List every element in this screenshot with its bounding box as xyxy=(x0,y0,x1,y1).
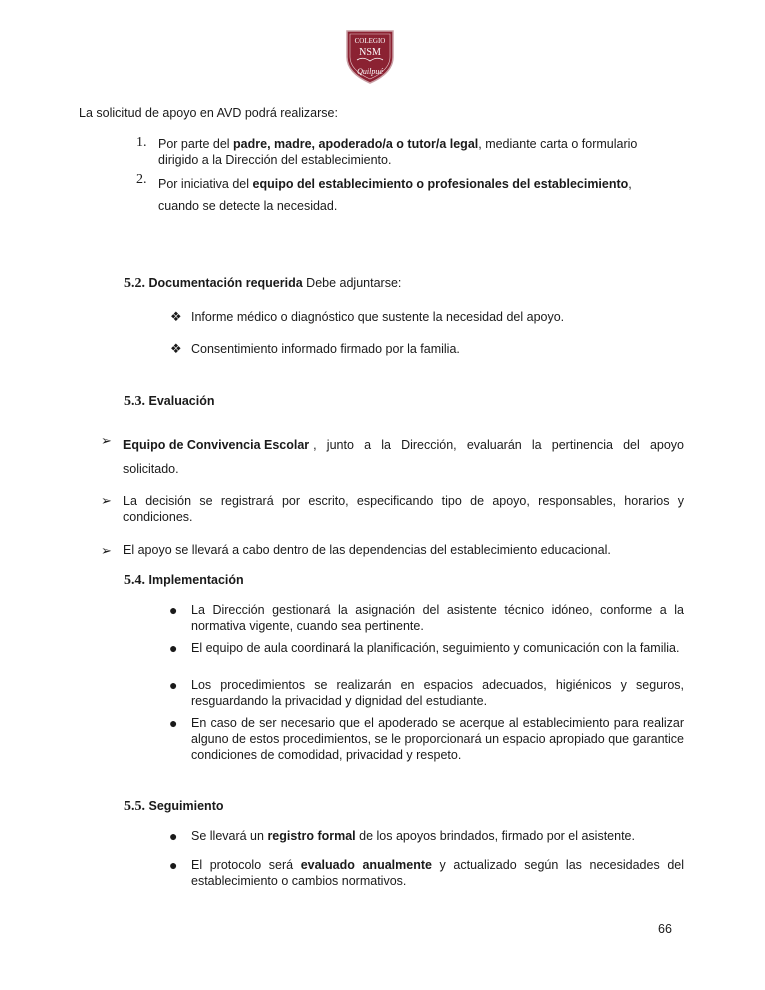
diamond-bullet-icon: ❖ xyxy=(170,341,182,356)
section-title: Evaluación xyxy=(148,394,215,408)
bullet-icon: ● xyxy=(169,640,178,656)
item-text: La decisión se registrará por escrito, especificando tipo de apoyo, responsables, horarios y condiciones. xyxy=(123,494,684,524)
section-heading-5-5 xyxy=(124,799,224,815)
section-heading-5-3 xyxy=(124,394,214,410)
numbered-list xyxy=(136,135,696,213)
section-subtitle: Debe adjuntarse: xyxy=(302,276,402,290)
page-number: 66 xyxy=(658,922,672,936)
bullet-icon: ● xyxy=(169,602,178,618)
item-text: Por iniciativa del xyxy=(158,177,253,191)
section-heading-5-2 xyxy=(124,276,401,292)
svg-text:Quilpué: Quilpué xyxy=(357,67,383,76)
item-text: y actualizado según las necesidades del establecimiento o cambios normativos. xyxy=(191,858,685,888)
list-number: 2. xyxy=(136,172,147,187)
section-number: 5.2. xyxy=(124,276,145,291)
list-item xyxy=(123,433,684,481)
arrow-bullet-icon: ➢ xyxy=(101,543,112,558)
item-text: cuando se detecte la necesidad. xyxy=(158,199,338,213)
item-text: Por parte del xyxy=(158,137,234,151)
list-item xyxy=(136,169,696,213)
item-text: El apoyo se llevará a cabo dentro de las dependencias del establecimiento educacional. xyxy=(123,543,611,557)
school-logo xyxy=(341,27,399,85)
section-title: Implementación xyxy=(148,573,244,587)
section-number: 5.4. xyxy=(124,573,145,588)
item-text: El protocolo será xyxy=(191,858,301,872)
section-number: 5.3. xyxy=(124,394,145,409)
item-text: En caso de ser necesario que el apoderado se acerque al establecimiento para realizar alguno de estos procedimientos, se le proporcionará un espacio apropiado que garantice condiciones de comodidad, privacidad y respeto. xyxy=(191,716,684,762)
item-text: de los apoyos brindados, firmado por el asistente. xyxy=(355,829,635,843)
item-text: Los procedimientos se realizarán en espacios adecuados, higiénicos y seguros, resguardando la privacidad y dignidad del estudiante. xyxy=(191,678,684,708)
item-text: Se llevará un xyxy=(191,829,268,843)
list-number: 1. xyxy=(136,135,147,150)
item-text: La Dirección gestionará la asignación del asistente técnico idóneo, conforme a la normativa vigente, cuando sea pertinente. xyxy=(191,603,684,633)
intro-text: La solicitud de apoyo en AVD podrá realizarse: xyxy=(79,106,338,120)
bullet-icon: ● xyxy=(169,828,178,844)
section-title: Documentación requerida xyxy=(148,276,303,290)
item-bold: padre, madre, apoderado/a o tutor/a legal xyxy=(233,137,479,151)
list-item xyxy=(170,341,182,357)
bullet-icon: ● xyxy=(169,715,178,731)
diamond-bullet-icon: ❖ xyxy=(170,309,182,324)
item-text: , mediante carta o formulario xyxy=(478,137,638,151)
item-text: , xyxy=(628,177,632,191)
section-heading-5-4 xyxy=(124,573,244,589)
list-item xyxy=(191,828,684,844)
bullet-icon: ● xyxy=(169,677,178,693)
svg-text:COLEGIO: COLEGIO xyxy=(354,37,386,45)
item-bold: evaluado anualmente xyxy=(300,858,432,872)
section-title: Seguimiento xyxy=(148,799,224,813)
section-number: 5.5. xyxy=(124,799,145,814)
list-item xyxy=(136,135,696,169)
list-item xyxy=(191,857,684,889)
item-bold: Equipo de Convivencia Escolar xyxy=(123,438,310,452)
item-text: El equipo de aula coordinará la planificación, seguimiento y comunicación con la familia. xyxy=(191,641,680,655)
item-text: Consentimiento informado firmado por la familia. xyxy=(191,342,460,356)
list-item xyxy=(170,309,182,325)
item-text: , junto a la Dirección, evaluarán la pertinencia del apoyo xyxy=(313,438,684,452)
item-text: solicitado. xyxy=(123,462,179,476)
arrow-bullet-icon: ➢ xyxy=(101,433,112,448)
svg-text:NSM: NSM xyxy=(359,47,381,58)
item-bold: registro formal xyxy=(267,829,356,843)
item-bold: equipo del establecimiento o profesionales del establecimiento xyxy=(252,177,629,191)
arrow-bullet-icon: ➢ xyxy=(101,493,112,508)
item-text: Informe médico o diagnóstico que sustente la necesidad del apoyo. xyxy=(191,310,565,324)
item-text: dirigido a la Dirección del establecimiento. xyxy=(158,153,392,167)
bullet-icon: ● xyxy=(169,857,178,873)
